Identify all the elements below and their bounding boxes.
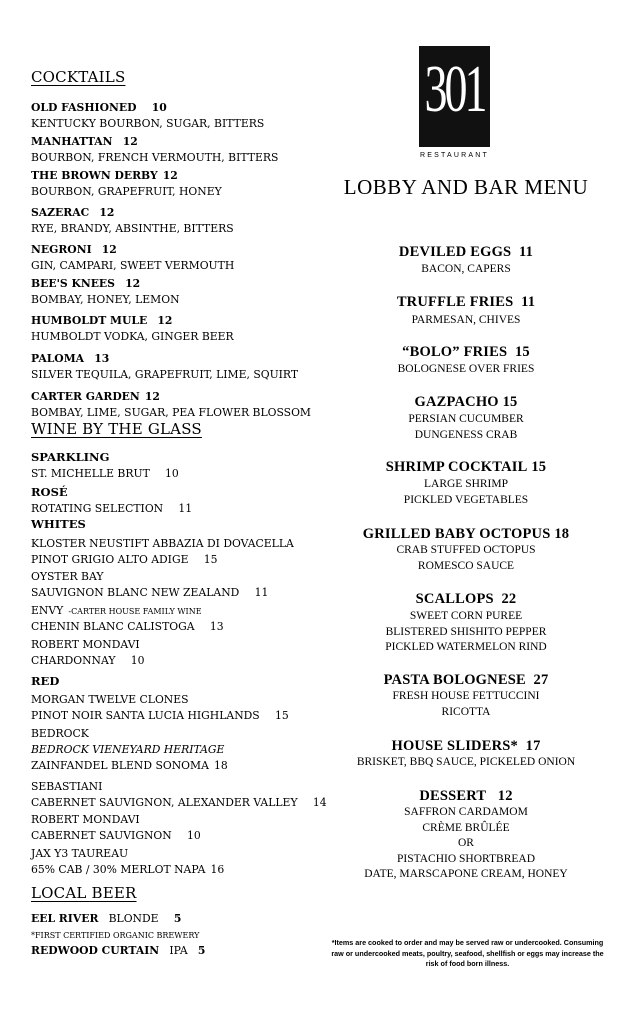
wine-item [31, 567, 268, 599]
item-price: 12 [125, 277, 141, 290]
wine-item [31, 724, 228, 772]
food-name [316, 295, 616, 310]
wine-price: 11 [178, 502, 193, 515]
food-title: SHRIMP COCKTAIL [385, 459, 528, 475]
wine-vineyard: BEDROCK VIENEYARD HERITAGE [31, 743, 225, 756]
footnote-text: Items are cooked to order and may be served raw or undercooked. Consuming raw or undercooked meats, poultry, seafood, shellfish or eggs may increase the risk of food born illness. [331, 938, 604, 968]
food-name [316, 592, 616, 607]
item-name: OLD FASHIONED [31, 101, 137, 114]
food-price: 15 [531, 459, 547, 475]
wine-price: 15 [274, 709, 289, 722]
food-name [316, 395, 616, 410]
food-price: 22 [501, 591, 517, 607]
item-name: SAZERAC [31, 206, 90, 219]
item-price: 12 [144, 390, 160, 403]
food-price: 11 [518, 244, 534, 260]
wine-note: -CARTER HOUSE FAMILY WINE [68, 607, 202, 616]
food-price: 27 [533, 672, 549, 688]
item-price: 12 [122, 135, 138, 148]
food-desc: FRESH HOUSE FETTUCCINI [392, 690, 540, 702]
beer-style: IPA [169, 944, 188, 957]
food-desc: PISTACHIO SHORTBREAD [397, 853, 535, 865]
cocktail-item [31, 166, 222, 198]
wine-category: SPARKLING [31, 450, 110, 464]
cocktail-item [31, 98, 264, 130]
wine-price: 15 [203, 553, 218, 566]
food-desc: PERSIAN CUCUMBER [408, 413, 524, 425]
item-desc: SILVER TEQUILA, GRAPEFRUIT, LIME, SQUIRT [31, 368, 299, 381]
food-desc: SAFFRON CARDAMOM [404, 806, 528, 818]
wine-name: CHARDONNAY [31, 654, 116, 667]
wine-name: ZAINFANDEL BLEND SONOMA [31, 759, 209, 772]
item-name: PALOMA [31, 352, 85, 365]
item-name: HUMBOLDT MULE [31, 314, 148, 327]
food-desc: DUNGENESS CRAB [414, 429, 518, 441]
beer-price: 5 [173, 912, 182, 925]
beer-price: 5 [197, 944, 206, 957]
food-price: 11 [521, 294, 536, 310]
food-desc: BACON, CAPERS [421, 263, 511, 275]
wine-name: CABERNET SAUVIGNON [31, 829, 172, 842]
wine-item [31, 635, 145, 667]
wine-producer: JAX Y3 TAUREAU [31, 847, 129, 860]
item-name: NEGRONI [31, 243, 92, 256]
cocktail-item [31, 132, 278, 164]
item-price: 13 [94, 352, 110, 365]
item-price: 10 [151, 101, 167, 114]
item-desc: KENTUCKY BOURBON, SUGAR, BITTERS [31, 117, 265, 130]
logo-number: 301 [424, 51, 485, 126]
item-name: MANHATTAN [31, 135, 113, 148]
food-name [316, 460, 616, 475]
food-price: 12 [497, 788, 513, 804]
wine-producer: ENVY [31, 604, 64, 617]
item-name: BEE'S KNEES [31, 277, 115, 290]
wine-category: ROSÉ [31, 485, 68, 499]
wine-price: 11 [254, 586, 269, 599]
food-desc: BOLOGNESE OVER FRIES [397, 363, 535, 375]
wine-item [31, 844, 224, 876]
wine-producer: OYSTER BAY [31, 570, 104, 583]
restaurant-logo [419, 46, 490, 147]
food-desc: PICKLED VEGETABLES [403, 494, 529, 506]
wine-producer: KLOSTER NEUSTIFT ABBAZIA DI DOVACELLA [31, 537, 294, 550]
wine-producer: BEDROCK [31, 727, 89, 740]
cocktail-item [31, 203, 234, 235]
food-name [316, 673, 616, 688]
food-title: HOUSE SLIDERS* [391, 738, 518, 754]
food-title: SCALLOPS [415, 591, 494, 607]
footnote-star: * [331, 938, 335, 947]
wine-name: PINOT NOIR SANTA LUCIA HIGHLANDS [31, 709, 260, 722]
wine-name: 65% CAB / 30% MERLOT NAPA [31, 863, 206, 876]
item-desc: BOURBON, FRENCH VERMOUTH, BITTERS [31, 151, 279, 164]
allergy-footnote [330, 938, 605, 970]
wine-price: 14 [312, 796, 327, 809]
wine-category: RED [31, 674, 60, 688]
item-price: 12 [162, 169, 178, 182]
wine-category: WHITES [31, 517, 86, 531]
wine-producer: ROBERT MONDAVI [31, 638, 140, 651]
item-desc: BOMBAY, LIME, SUGAR, PEA FLOWER BLOSSOM [31, 406, 311, 419]
wine-price: 10 [186, 829, 201, 842]
food-title: GAZPACHO [414, 394, 499, 410]
cocktail-item [31, 274, 180, 306]
wine-name: PINOT GRIGIO ALTO ADIGE [31, 553, 189, 566]
wine-price: 16 [210, 863, 225, 876]
wine-price: 10 [130, 654, 145, 667]
food-desc: LARGE SHRIMP [423, 478, 509, 490]
menu-title: LOBBY AND BAR MENU [343, 175, 589, 199]
food-desc: PARMESAN, CHIVES [411, 314, 521, 326]
wine-item [31, 810, 201, 842]
wine-name: ST. MICHELLE BRUT [31, 467, 150, 480]
food-title: PASTA BOLOGNESE [383, 672, 526, 688]
food-desc: CRÈME BRÛLÉE [422, 822, 510, 834]
food-title: GRILLED BABY OCTOPUS [362, 526, 551, 542]
item-desc: BOMBAY, HONEY, LEMON [31, 293, 180, 306]
beer-heading: LOCAL BEER [31, 884, 137, 902]
wine-heading: WINE BY THE GLASS [31, 420, 202, 438]
food-name [316, 245, 616, 260]
wine-sparkling [31, 448, 179, 480]
food-desc: SWEET CORN PUREE [409, 610, 523, 622]
food-title: DEVILED EGGS [398, 244, 512, 260]
wine-producer: ROBERT MONDAVI [31, 813, 140, 826]
item-desc: GIN, CAMPARI, SWEET VERMOUTH [31, 259, 235, 272]
beer-name: REDWOOD CURTAIN [31, 944, 160, 957]
cocktail-item [31, 349, 298, 381]
food-desc: DATE, MARSCAPONE CREAM, HONEY [364, 868, 568, 880]
wine-item [31, 601, 224, 633]
food-price: 15 [514, 344, 530, 360]
item-desc: BOURBON, GRAPEFRUIT, HONEY [31, 185, 222, 198]
item-desc: HUMBOLDT VODKA, GINGER BEER [31, 330, 234, 343]
food-desc: BRISKET, BBQ SAUCE, PICKELED ONION [356, 756, 576, 768]
item-price: 12 [101, 243, 117, 256]
cocktail-item [31, 240, 234, 272]
item-name: CARTER GARDEN [31, 390, 140, 403]
item-price: 12 [99, 206, 115, 219]
food-desc: RICOTTA [441, 706, 491, 718]
wine-item [31, 777, 327, 809]
food-desc: PICKLED WATERMELON RIND [385, 641, 547, 653]
food-name [316, 789, 616, 804]
food-price: 18 [554, 526, 570, 542]
item-price: 12 [157, 314, 173, 327]
food-desc: OR [458, 837, 474, 849]
cocktail-item [31, 387, 311, 419]
beer-name: EEL RIVER [31, 912, 99, 925]
beer-item [31, 941, 205, 957]
food-title: DESSERT [419, 788, 487, 804]
item-desc: RYE, BRANDY, ABSINTHE, BITTERS [31, 222, 234, 235]
cocktails-heading: COCKTAILS [31, 68, 126, 86]
food-name [316, 345, 616, 360]
food-name [316, 527, 616, 542]
wine-name: ROTATING SELECTION [31, 502, 164, 515]
food-desc: ROMESCO SAUCE [417, 560, 515, 572]
food-price: 17 [525, 738, 541, 754]
cocktail-item [31, 311, 234, 343]
food-title: “BOLO” FRIES [402, 344, 508, 360]
beer-item [31, 909, 199, 941]
wine-item [31, 690, 289, 722]
beer-note: *FIRST CERTIFIED ORGANIC BREWERY [31, 931, 200, 940]
wine-name: CHENIN BLANC CALISTOGA [31, 620, 195, 633]
food-desc: BLISTERED SHISHITO PEPPER [385, 626, 547, 638]
wine-price: 13 [209, 620, 224, 633]
logo-subtitle: RESTAURANT [420, 152, 489, 159]
food-title: TRUFFLE FRIES [396, 294, 514, 310]
wine-producer: SEBASTIANI [31, 780, 103, 793]
food-name [316, 739, 616, 754]
wine-rose [31, 483, 192, 515]
food-desc: CRAB STUFFED OCTOPUS [396, 544, 536, 556]
wine-name: SAUVIGNON BLANC NEW ZEALAND [31, 586, 240, 599]
item-name: THE BROWN DERBY [31, 169, 158, 182]
food-price: 15 [502, 394, 518, 410]
wine-price: 10 [165, 467, 179, 480]
wine-producer: MORGAN TWELVE CLONES [31, 693, 189, 706]
beer-style: BLONDE [108, 912, 159, 925]
wine-name: CABERNET SAUVIGNON, ALEXANDER VALLEY [31, 796, 298, 809]
wine-price: 18 [213, 759, 228, 772]
wine-item [31, 534, 294, 566]
